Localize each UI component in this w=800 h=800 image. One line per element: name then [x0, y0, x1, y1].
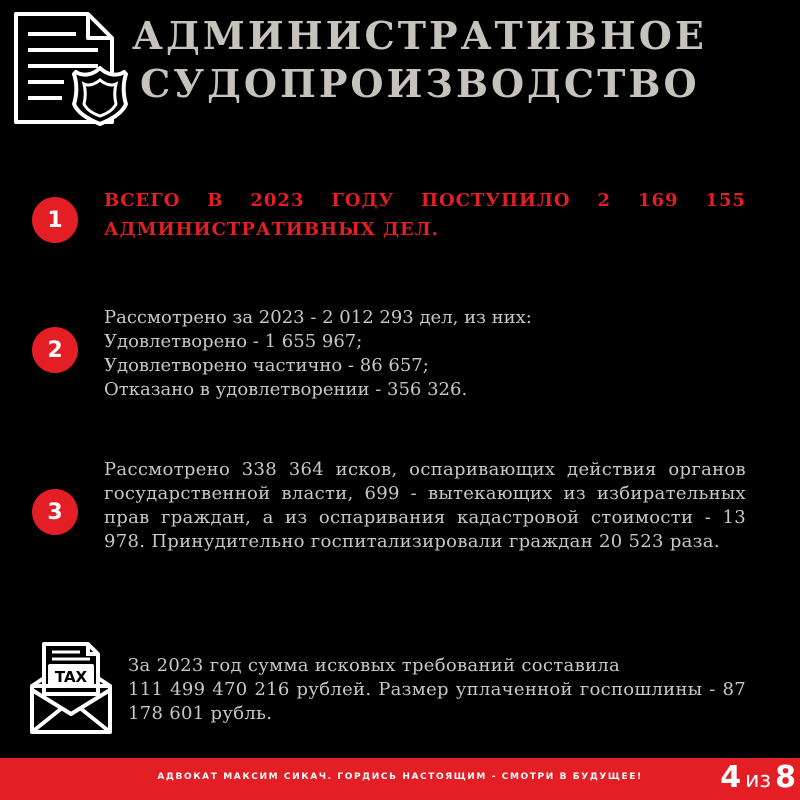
item-1-text: [104, 186, 746, 244]
item-2-line: Удовлетворено частично - 86 657;: [104, 355, 429, 376]
tax-label: TAX: [54, 668, 88, 686]
item-2-line: Отказано в удовлетворении - 356 326.: [104, 379, 468, 400]
number-badge-2: 2: [32, 327, 78, 373]
number-badge-1: 1: [32, 197, 78, 243]
footer-bar: [0, 758, 800, 800]
page-of: из: [745, 768, 772, 793]
item-1-line-1: ВСЕГО В 2023 ГОДУ ПОСТУПИЛО 2 169 155: [104, 190, 746, 211]
item-3-text: Рассмотрено 338 364 исков, оспаривающих действия органов государственной власти, 699 - вытекающих из избирательных прав граждан, а из оспаривания кадастровой стоимости - 13 978. Принудительно госпитализировали граждан 20 523 раза.: [104, 459, 746, 552]
page-title: [132, 12, 792, 108]
page-indicator: [720, 760, 796, 798]
tax-text-rest: 111 499 470 216 рублей. Размер уплаченной госпошлины - 87 178 601 рубль.: [128, 679, 746, 724]
title-line-1: АДМИНИСТРАТИВНОЕ: [132, 13, 707, 58]
document-shield-icon: [12, 10, 130, 128]
page-total: 8: [775, 760, 796, 795]
item-2-line: Удовлетворено - 1 655 967;: [104, 331, 363, 352]
number-badge-3: 3: [32, 489, 78, 535]
item-2-text: [104, 306, 754, 402]
tax-envelope-icon: [28, 640, 114, 736]
item-2-line: Рассмотрено за 2023 - 2 012 293 дел, из них:: [104, 307, 532, 328]
item-1-line-2: АДМИНИСТРАТИВНЫХ ДЕЛ.: [104, 219, 439, 240]
footer-slogan: АДВОКАТ МАКСИМ СИКАЧ. ГОРДИСЬ НАСТОЯЩИМ - СМОТРИ В БУДУЩЕЕ!: [157, 772, 643, 782]
page-current: 4: [720, 760, 742, 795]
title-line-2: СУДОПРОИЗВОДСТВО: [140, 61, 700, 106]
tax-text-line-1: За 2023 год сумма исковых требований составила: [128, 655, 621, 676]
tax-text: [128, 654, 746, 726]
